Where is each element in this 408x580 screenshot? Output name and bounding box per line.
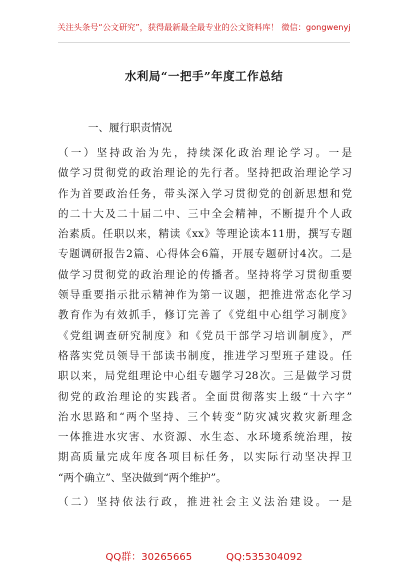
body-line: （二）坚持依法行政，推进社会主义法治建设。一是 — [58, 496, 352, 509]
body-line: 格落实党员领导干部读书制度，推进学习型班子建设。任 — [58, 349, 352, 362]
document-title: 水利局“一把手”年度工作总结 — [124, 69, 284, 83]
body-line: 《党组调查研究制度》和《党员干部学习培训制度》，严 — [58, 329, 352, 342]
body-line: 治水思路和“两个坚持、三个转变”防灾减灾救灾新理念 — [58, 410, 352, 423]
body-line: 彻党的政治理论的实践者。全面贯彻落实上级“十六字” — [58, 390, 352, 403]
body-line: （一）坚持政治为先，持续深化政治理论学习。一是 — [58, 147, 352, 159]
body-line: 做学习贯彻党的政治理论的传播者。坚持将学习贯彻重要 — [58, 268, 352, 281]
body-line: 一体推进水灾害、水资源、水生态、水环境系统治理，按 — [58, 431, 352, 444]
body-line: 的二十大及二十届二中、三中全会精神，不断提升个人政 — [58, 207, 352, 220]
footer-contact — [0, 548, 408, 563]
body-line: 做学习贯彻党的政治理论的先行者。坚持把政治理论学习 — [58, 167, 352, 180]
header-divider — [58, 42, 350, 43]
body-line: 作为首要政治任务，带头深入学习贯彻党的创新思想和党 — [58, 187, 352, 200]
body-line: 职以来，局党组理论中心组专题学习28次。三是做学习贯 — [58, 370, 352, 383]
body-line: 专题调研报告2篇、心得体会6篇，开展专题研讨4次。二是 — [58, 248, 352, 261]
footer-qq-group: QQ群：30265665 — [105, 552, 193, 563]
section-heading: 一、履行职责情况 — [88, 122, 172, 134]
body-line: 领导重要指示批示精神作为第一议题，把推进常态化学习 — [58, 289, 352, 302]
header-promo-note: 关注头条号“公文研究”，获得最新最全最专业的公文资料库！ 微信：gongwenyj — [57, 22, 351, 32]
body-line: 教育作为有效抓手，修订完善了《党组中心组学习制度》 — [58, 309, 352, 322]
body-line: “两个确立”、坚决做到“两个维护”。 — [58, 471, 227, 484]
body-line: 期高质量完成年度各项目标任务，以实际行动坚决捍卫 — [58, 451, 352, 464]
body-line: 治素质。任职以来，精读《xx》等理论读本11册，撰写专题 — [58, 228, 352, 241]
document-body — [58, 143, 352, 512]
footer-qq: QQ:535304092 — [226, 552, 303, 563]
